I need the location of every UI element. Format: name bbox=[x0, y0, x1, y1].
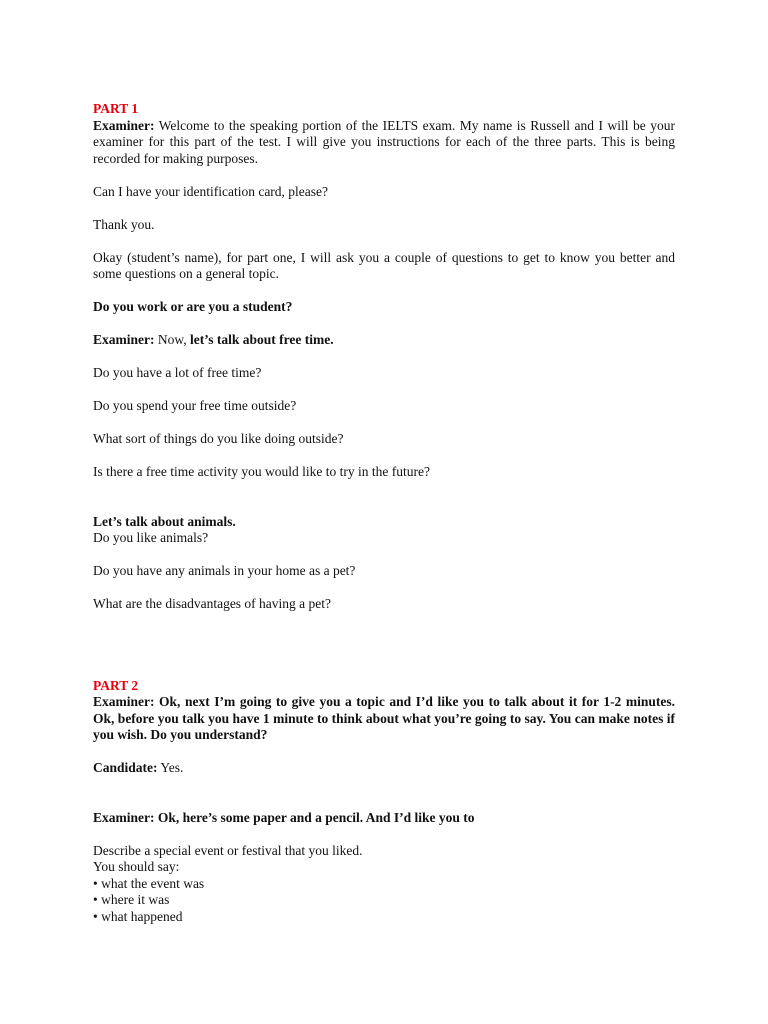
part2-examiner-text: Ok, next I’m going to give you a topic and I’d like you to talk about it for 1-2 minutes. Ok, before you talk you have 1 minute to think about what you’re going to say. You can make notes if you wish. Do you understand? bbox=[93, 694, 675, 742]
paper-text: Ok, here’s some paper and a pencil. And I’d like you to bbox=[154, 809, 475, 825]
question: Do you like animals? bbox=[93, 530, 209, 545]
thanks-text: Thank you. bbox=[93, 216, 155, 232]
part1-intro bbox=[93, 118, 675, 168]
examiner-label: Examiner: bbox=[93, 694, 155, 709]
question: Is there a free time activity you would like to try in the future? bbox=[93, 464, 431, 479]
id-request: Can I have your identification card, please? bbox=[93, 183, 329, 199]
question: What are the disadvantages of having a pet? bbox=[93, 596, 332, 611]
bullet-item: • what happened bbox=[93, 908, 183, 924]
should-say: You should say: bbox=[93, 859, 180, 874]
examiner-label: Examiner: bbox=[93, 809, 155, 825]
question: What sort of things do you like doing outside? bbox=[93, 431, 344, 446]
question: Do you have a lot of free time? bbox=[93, 365, 262, 380]
candidate-text: Yes. bbox=[157, 760, 184, 775]
animals-topic: Let’s talk about animals. bbox=[93, 513, 236, 529]
candidate-label: Candidate: bbox=[93, 760, 158, 775]
task-description: Describe a special event or festival that you liked. bbox=[93, 842, 363, 858]
bullet-item: • where it was bbox=[93, 892, 170, 907]
work-question: Do you work or are you a student? bbox=[93, 299, 293, 314]
part2-heading: PART 2 bbox=[93, 677, 139, 693]
bullet-item: • what the event was bbox=[93, 875, 205, 891]
free-time-now: Now, bbox=[154, 332, 190, 347]
free-time-intro bbox=[93, 332, 675, 349]
free-time-topic: let’s talk about free time. bbox=[190, 332, 334, 347]
examiner-label: Examiner: bbox=[93, 117, 155, 133]
candidate-reply bbox=[93, 760, 675, 777]
intro-text: Welcome to the speaking portion of the IELTS exam. My name is Russell and I will be your examiner for this part of the test. I will give you instructions for each of the three parts. This is being recorded for making purposes. bbox=[93, 117, 675, 166]
question: Do you have any animals in your home as a pet? bbox=[93, 563, 356, 578]
part2-examiner-instructions bbox=[93, 694, 675, 744]
paper-instruction bbox=[93, 810, 675, 827]
okay-text: Okay (student’s name), for part one, I will ask you a couple of questions to get to know you better and some questions on a general topic. bbox=[93, 249, 675, 281]
part1-heading: PART 1 bbox=[93, 101, 139, 116]
examiner-label: Examiner: bbox=[93, 332, 155, 347]
document-content bbox=[93, 101, 675, 925]
question: Do you spend your free time outside? bbox=[93, 398, 297, 413]
